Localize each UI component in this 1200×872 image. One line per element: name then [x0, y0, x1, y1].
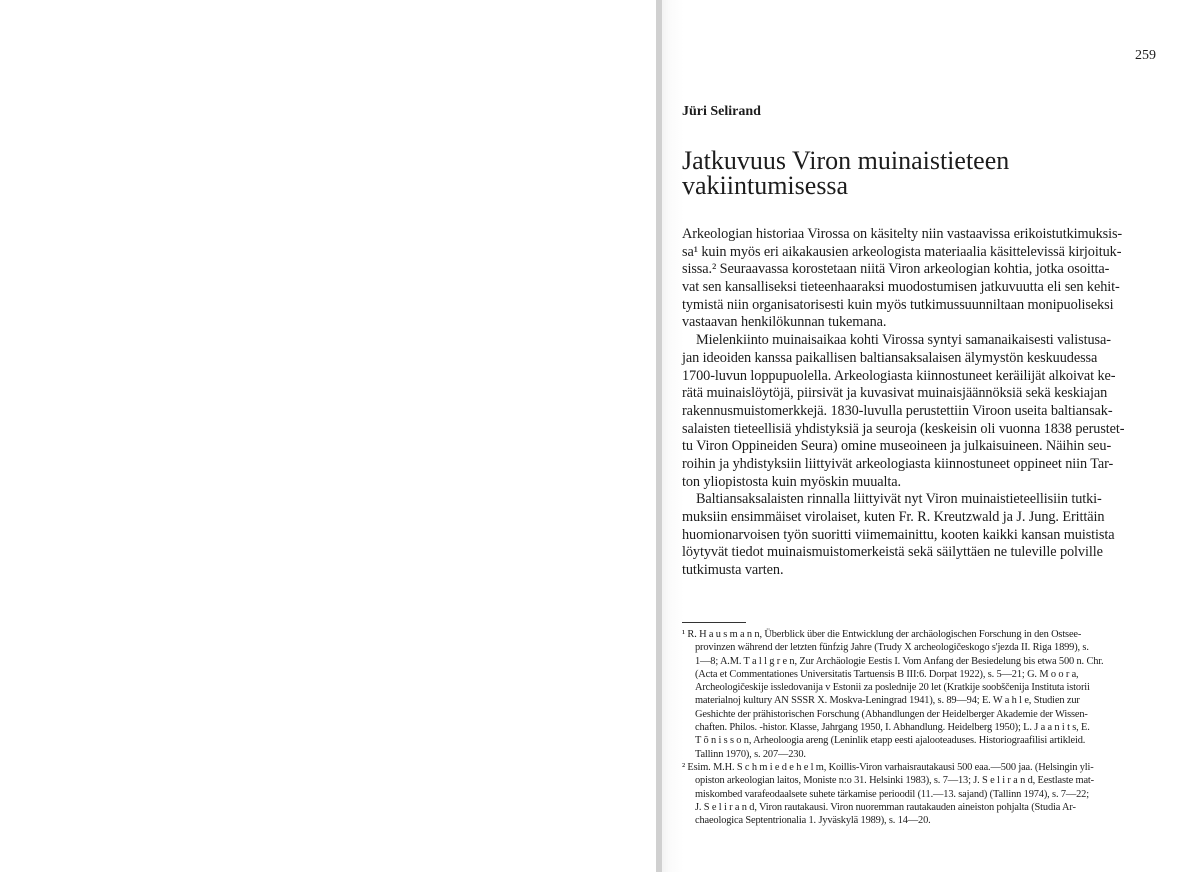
body-line: roihin ja yhdistyksiin liittyivät arkeologiasta kiinnostuneet oppineet niin Tar- — [682, 455, 1114, 472]
footnote-line: chaeologica Septentrionalia 1. Jyväskylä 1989), s. 14—20. — [695, 815, 931, 827]
footnote-line: ² Esim. M.H. S c h m i e d e h e l m, Koillis-Viron varhaisrautakausi 500 eaa.—500 jaa. (Helsingin yli- — [682, 761, 1094, 773]
body-line: 1700-luvun loppupuolella. Arkeologiasta kiinnostuneet keräilijät alkoivat ke- — [682, 367, 1116, 384]
body-line: tu Viron Oppineiden Seura) omine museoineen ja julkaisuineen. Näihin seu- — [682, 438, 1112, 455]
body-line: vastaavan henkilökunnan tukemana. — [682, 314, 887, 331]
footnote-line: provinzen während der letzten fünfzig Jahre (Trudy X archeologičeskogo s'jezda II. Riga 1899), s. — [695, 642, 1089, 654]
body-line: jan ideoiden kanssa paikallisen baltiansaksalaisen älymystön keskuudessa — [682, 349, 1098, 366]
body-line: rakennusmuistomerkkejä. 1830-luvulla perustettiin Viroon useita baltiansak- — [682, 402, 1113, 419]
footnote-line: Geshichte der prähistorischen Forschung (Abhandlungen der Heidelberger Akademie der Wissen- — [695, 708, 1088, 720]
body-text — [682, 226, 1152, 580]
footnote-line: J. S e l i r a n d, Viron rautakausi. Viron nuoremman rautakauden aineiston pohjalta (Studia Ar- — [695, 801, 1076, 813]
body-line: Arkeologian historiaa Virossa on käsitelty niin vastaavissa erikoistutkimuksis- — [682, 226, 1123, 242]
footnote-line: materialnoj kultury AN SSSR X. Moskva-Leningrad 1941), s. 89—94; E. W a h l e, Studien zur — [695, 695, 1080, 707]
footnote-line: 1—8; A.M. T a l l g r e n, Zur Archäologie Eestis I. Vom Anfang der Besiedelung bis etwa 500 n. Chr. — [695, 655, 1104, 667]
book-gutter — [656, 0, 662, 872]
footnote-line: ¹ R. H a u s m a n n, Überblick über die Entwicklung der archäologischen Forschung in den Ostsee- — [682, 629, 1082, 640]
author-name: Jüri Selirand — [682, 104, 761, 119]
footnote-line: T õ n i s s o n, Arheoloogia areng (Leninlik etapp eesti ajalooteaduses. Historiograafilisi artikleid. — [695, 735, 1086, 747]
body-line: sissa.² Seuraavassa korostetaan niitä Viron arkeologian kohtia, jotka osoitta- — [682, 261, 1110, 278]
footnote-line: chaften. Philos. -histor. Klasse, Jahrgang 1950, I. Abhandlung. Heidelberg 1950); L. J a a n i t s, E. — [695, 722, 1090, 734]
footnote-line: opiston arkeologian laitos, Moniste n:o 31. Helsinki 1983), s. 7—13; J. S e l i r a n d, Eestlaste mat- — [695, 775, 1094, 787]
body-line: rätä muinaislöytöjä, piirsivät ja kuvasivat muinaisjäännöksiä sekä keskiajan — [682, 385, 1108, 402]
title-line: Jatkuvuus Viron muinaistieteen — [682, 146, 1010, 175]
footnote-divider — [682, 622, 746, 623]
footnotes — [682, 628, 1152, 827]
body-line: löytyvät tiedot muinaismuistomerkeistä sekä säilyttäen ne tuleville polville — [682, 544, 1103, 561]
footnote-line: miskombed varafeodaalsete suhete tärkamise perioodil (11.—13. sajand) (Tallinn 1974), s. 7—22; — [695, 788, 1089, 800]
body-line: tutkimusta varten. — [682, 562, 784, 579]
body-line: tymistä niin organisatorisesti kuin myös tutkimussuunniltaan monipuoliseksi — [682, 296, 1114, 313]
footnote-line: Tallinn 1970), s. 207—230. — [695, 748, 806, 760]
article-title — [682, 148, 1122, 198]
body-line: Baltiansaksalaisten rinnalla liittyivät nyt Viron muinaistieteellisiin tutki- — [696, 491, 1102, 508]
body-line: salaisten tieteellisiä yhdistyksiä ja seuroja (keskeisin oli vuonna 1838 perustet- — [682, 420, 1125, 437]
title-line: vakiintumisessa — [682, 171, 849, 200]
page-number: 259 — [1135, 48, 1156, 63]
body-line: muksiin ensimmäiset virolaiset, kuten Fr. R. Kreutzwald ja J. Jung. Erittäin — [682, 509, 1105, 525]
body-line: Mielenkiinto muinaisaikaa kohti Virossa syntyi samanaikaisesti valistusa- — [696, 332, 1111, 349]
body-line: ton yliopistosta kuin myöskin muualta. — [682, 473, 901, 490]
footnote-line: (Acta et Commentationes Universitatis Tartuensis B III:6. Dorpat 1922), s. 5—21; G. M o o r a, — [695, 668, 1079, 680]
body-line: sa¹ kuin myös eri aikakausien arkeologista materiaalia käsittelevissä kirjoituk- — [682, 243, 1122, 260]
body-line: huomionarvoisen työn suoritti viimemainittu, kooten kaikki kansan muistista — [682, 526, 1115, 543]
body-line: vat sen kansalliseksi tieteenhaaraksi muodostumisen jatkuvuutta eli sen kehit- — [682, 279, 1120, 296]
footnote-line: Archeologičeskije issledovanija v Estonii za poslednije 20 let (Kratkije soobščenija Instituta istorii — [695, 682, 1090, 694]
